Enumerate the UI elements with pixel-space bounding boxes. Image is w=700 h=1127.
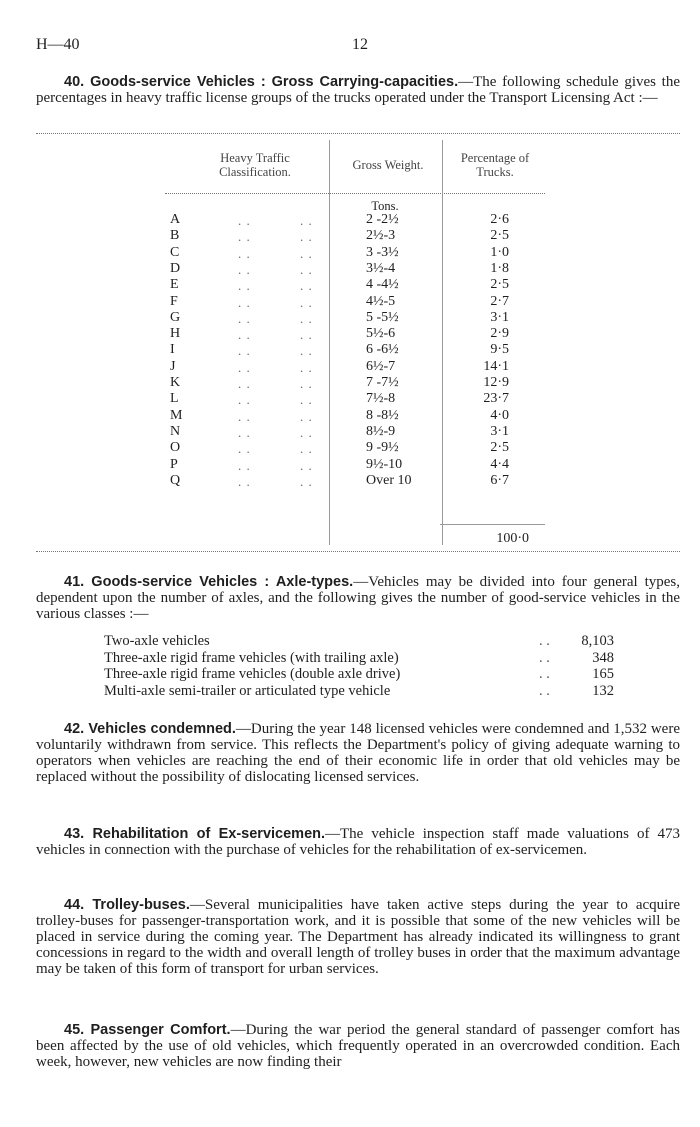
row-classification: G [170,309,181,325]
axle-type-count: 165 [592,666,614,682]
axle-type-label: Three-axle rigid frame vehicles (double axle drive) [104,666,401,682]
leader-dots: . . [300,392,313,408]
leader-dots: . . [300,343,313,359]
leader-dots: . . [300,294,313,310]
section-41-paragraph [36,574,680,622]
row-percentage: 14·1 [483,358,509,374]
section-42-paragraph [36,721,680,785]
row-gross-weight: 5 -5½ [366,309,399,325]
leader-dots: . . [238,424,251,440]
section-45-paragraph [36,1022,680,1070]
units-label: Tons. [371,199,399,213]
row-percentage: 4·0 [490,407,509,423]
leader-dots: . . [300,213,313,228]
axle-type-count: 8,103 [581,633,614,649]
row-gross-weight: 5½-6 [366,326,396,342]
col-header-classification: Heavy Traffic Classification. [219,151,291,179]
row-gross-weight: 7½-8 [366,391,396,407]
section-41-text: —Vehicles may be divided into four general types, dependent upon the number of axles, and the following gives the number of good-service vehicles in the various classes :— [36,574,680,622]
list-item [104,650,614,666]
row-percentage: 2·5 [490,277,509,293]
row-classification: O [170,440,181,456]
row-percentage: 3·1 [490,423,509,439]
row-gross-weight: 3½-4 [366,260,396,276]
leader-dots: . . [300,327,313,343]
row-percentage: 4·4 [490,456,509,472]
leader-dots: . . [300,376,313,391]
axle-type-label: Multi-axle semi-trailer or articulated type vehicle [104,682,391,699]
leader-dots: . . [238,229,251,245]
leader-dots: . . [539,666,550,682]
leader-dots: . . [238,343,251,359]
section-44-text: —Several municipalities have taken active steps during the year to acquire trolley-buses for passenger-transportation work, and it is possible that some of the new vehicles will be placed in service during the coming year. The Department has already indicated its willingness to grant concessions in regard to the width and overall length of trolley buses in order that the maximum advantage may be taken of this form of transport for urban services. [36,897,680,977]
leader-dots: . . [238,376,251,391]
row-classification: J [170,358,176,374]
leader-dots: . . [539,682,550,699]
list-item [104,666,614,682]
leader-dots: . . [300,310,313,326]
section-44-paragraph [36,897,680,977]
section-43-paragraph [36,826,680,858]
section-45-heading: 45. Passenger Comfort. [64,1022,231,1038]
leader-dots: . . [238,310,251,326]
leader-dots: . . [238,327,251,343]
row-classification: Q [170,472,181,488]
row-percentage: 3·1 [490,309,509,325]
section-40-paragraph [36,74,680,106]
leader-dots: . . [300,457,313,473]
leader-dots: . . [300,441,313,457]
row-gross-weight: 3 -3½ [366,244,399,260]
leader-dots: . . [238,473,251,489]
row-percentage: 23·7 [483,391,509,407]
leader-dots: . . [238,359,251,375]
row-classification: F [170,293,178,309]
leader-dots: . . [300,278,313,294]
page-number: 12 [352,36,368,53]
leader-dots: . . [238,278,251,294]
row-percentage: 1·8 [490,260,509,276]
leader-dots: . . [300,424,313,440]
row-percentage: 2·9 [490,326,509,342]
leader-dots: . . [238,213,251,228]
section-42-text: —During the year 148 licensed vehicles were condemned and 1,532 were voluntarily withdrawn from service. This reflects the Department's policy of giving adequate warning to operators when vehicles are reaching the end of their economic life in order that old vehicles may be replaced without the possibility of dislocating licensed services. [36,721,680,785]
row-percentage: 6·7 [490,472,509,488]
leader-dots: . . [539,633,550,649]
leader-dots: . . [300,473,313,489]
axle-type-count: 348 [592,649,614,666]
row-percentage: 2·6 [490,212,509,227]
axle-type-label: Two-axle vehicles [104,633,210,649]
row-classification: N [170,423,181,439]
report-code: H—40 [36,36,80,53]
axle-type-label: Three-axle rigid frame vehicles (with trailing axle) [104,649,399,666]
list-item [104,633,614,649]
row-percentage: 1·0 [490,244,509,260]
leader-dots: . . [238,457,251,473]
row-classification: A [170,212,181,227]
row-classification: E [170,277,179,293]
table-bottom-rule [36,551,680,552]
row-gross-weight: 8½-9 [366,423,396,439]
row-classification: M [170,407,183,423]
row-gross-weight: 2 -2½ [366,212,399,227]
row-classification: L [170,391,179,407]
table-top-rule [36,133,680,134]
leader-dots: . . [539,649,550,666]
section-41-heading: 41. Goods-service Vehicles : Axle-types. [64,574,354,590]
table-total: 100·0 [496,531,529,546]
col-header-gross-weight: Gross Weight. [352,158,424,172]
section-42-heading: 42. Vehicles condemned. [64,721,236,737]
leader-dots: . . [300,408,313,424]
row-gross-weight: 4½-5 [366,293,396,309]
row-percentage: 2·5 [490,228,509,244]
leader-dots: . . [300,261,313,277]
column-divider-2 [442,140,443,545]
leader-dots: . . [300,245,313,261]
row-classification: I [170,342,175,358]
row-percentage: 9·5 [490,342,509,358]
row-percentage: 12·9 [483,375,509,390]
row-gross-weight: 8 -8½ [366,407,399,423]
section-40-heading: 40. Goods-service Vehicles : Gross Carrying-capacities. [64,74,459,90]
leader-dots: . . [300,229,313,245]
leader-dots: . . [238,408,251,424]
row-classification: H [170,326,181,342]
leader-dots: . . [238,294,251,310]
section-45-text: —During the war period the general standard of passenger comfort has been affected by the use of old vehicles, which frequently operated in an overcrowded condition. Each week, however, new vehicles are now finding their [36,1022,680,1070]
col-header-percentage: Percentage of Trucks. [460,151,530,179]
row-classification: D [170,260,181,276]
section-43-heading: 43. Rehabilitation of Ex-servicemen. [64,826,326,842]
row-classification: B [170,228,180,244]
leader-dots: . . [238,245,251,261]
row-gross-weight: 2½-3 [366,228,396,244]
row-gross-weight: 7 -7½ [366,375,399,390]
row-gross-weight: 4 -4½ [366,277,399,293]
row-gross-weight: 9½-10 [366,456,403,472]
section-40-text: —The following schedule gives the percentages in heavy traffic license groups of the trucks operated under the Transport Licensing Act :— [36,74,680,106]
row-classification: P [170,456,178,472]
row-gross-weight: Over 10 [366,472,412,488]
leader-dots: . . [238,261,251,277]
header-rule [165,193,545,194]
section-43-text: —The vehicle inspection staff made valuations of 473 vehicles in connection with the purchase of vehicles for the rehabilitation of ex-servicemen. [36,826,680,858]
list-item [104,683,614,699]
row-percentage: 2·7 [490,293,509,309]
leader-dots: . . [238,392,251,408]
row-gross-weight: 6½-7 [366,358,396,374]
total-rule [440,524,545,525]
row-gross-weight: 9 -9½ [366,440,399,456]
section-44-heading: 44. Trolley-buses. [64,897,190,913]
leader-dots: . . [300,359,313,375]
row-percentage: 2·5 [490,440,509,456]
row-classification: C [170,244,180,260]
axle-type-count: 132 [592,682,614,699]
row-gross-weight: 6 -6½ [366,342,399,358]
leader-dots: . . [238,441,251,457]
row-classification: K [170,375,181,390]
